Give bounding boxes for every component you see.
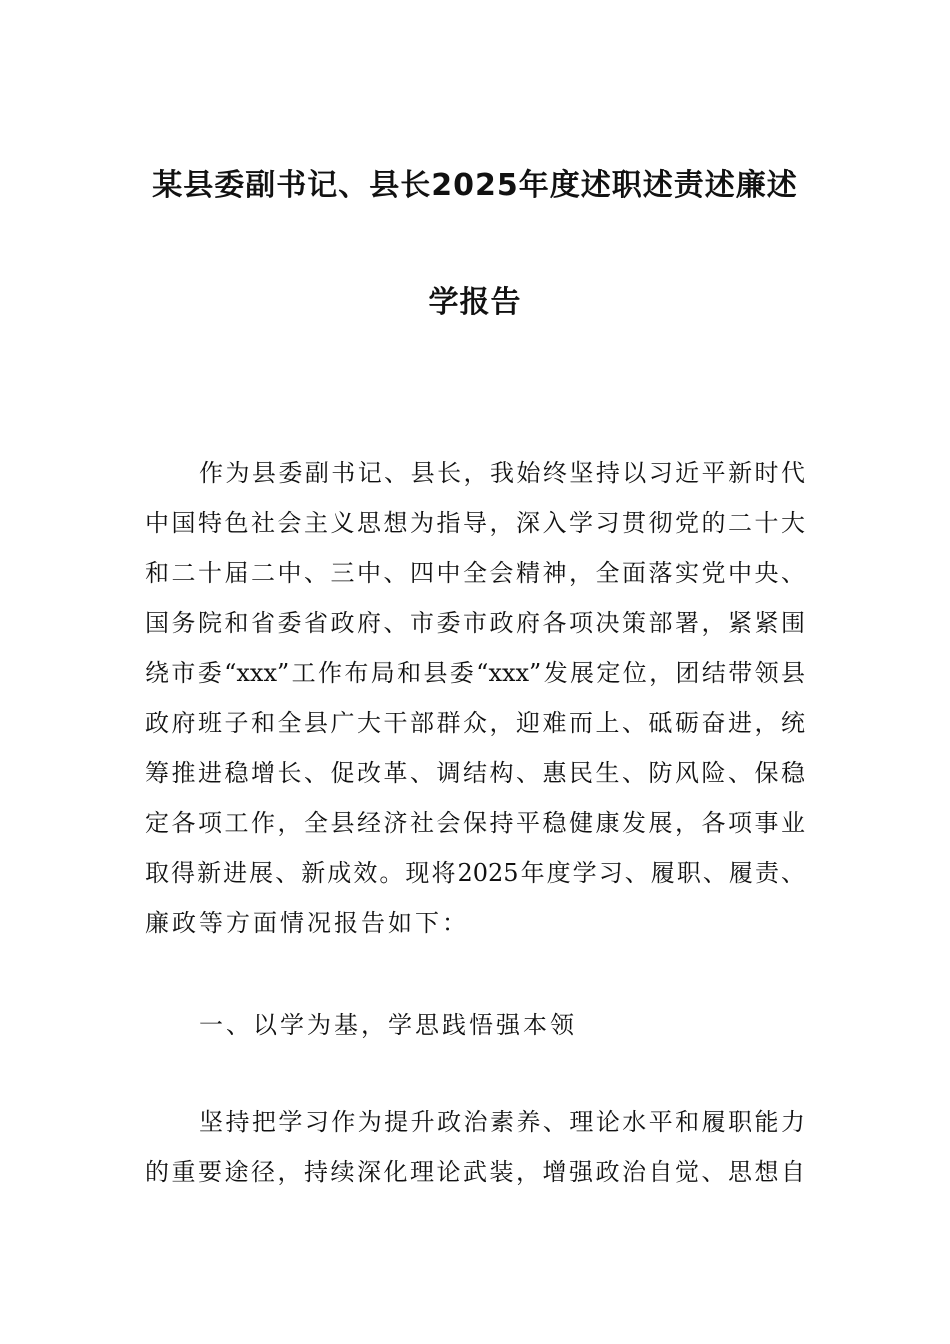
text-line: 绕市委“xxx”工作布局和县委“xxx”发展定位，团结带领县 (145, 659, 805, 687)
text-line: 的重要途径，持续深化理论武装，增强政治自觉、思想自 (145, 1158, 805, 1186)
document-title-line-2: 学报告 (428, 285, 522, 320)
text-line: 定各项工作，全县经济社会保持平稳健康发展，各项事业 (145, 809, 805, 837)
text-line: 廉政等方面情况报告如下： (145, 909, 469, 937)
text-line: 筹推进稳增长、促改革、调结构、惠民生、防风险、保稳 (145, 759, 805, 787)
section-heading: 一、以学为基，学思践悟强本领 (199, 1011, 577, 1039)
document-title-line-1: 某县委副书记、县长2025年度述职述责述廉述 (152, 168, 798, 203)
text-line: 坚持把学习作为提升政治素养、理论水平和履职能力 (199, 1108, 805, 1136)
text-line: 和二十届二中、三中、四中全会精神，全面落实党中央、 (145, 559, 805, 587)
text-line: 中国特色社会主义思想为指导，深入学习贯彻党的二十大 (145, 509, 805, 537)
text-line: 政府班子和全县广大干部群众，迎难而上、砥砺奋进，统 (145, 709, 805, 737)
text-line: 作为县委副书记、县长，我始终坚持以习近平新时代 (199, 459, 805, 487)
text-line: 国务院和省委省政府、市委市政府各项决策部署，紧紧围 (145, 609, 805, 637)
text-line: 取得新进展、新成效。现将2025年度学习、履职、履责、 (145, 859, 805, 887)
